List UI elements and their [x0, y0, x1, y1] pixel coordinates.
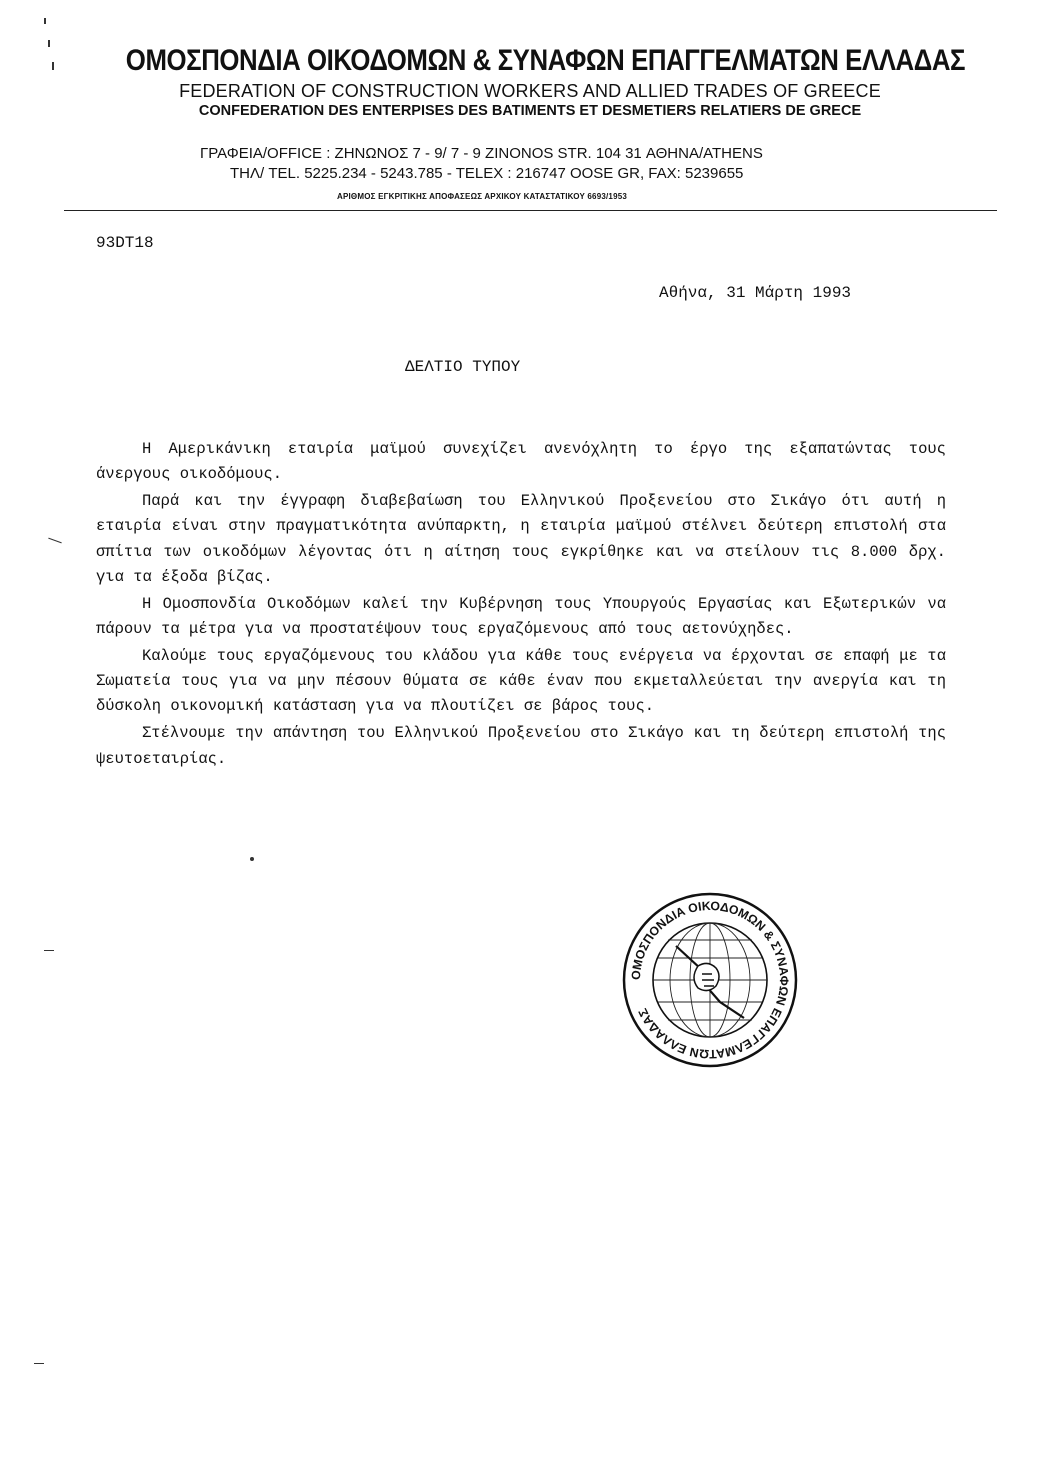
body-paragraph: Η Αμερικάνικη εταιρία μαϊμού συνεχίζει ανενόχλητη το έργο της εξαπατώντας τους άνεργους οικοδόμους.: [96, 440, 946, 484]
letterhead-divider: [64, 210, 997, 211]
seal-ring-text: ΟΜΟΣΠΟΝΔΙΑ ΟΙΚΟΔΟΜΩΝ & ΣΥΝΑΦΩΝ ΕΠΑΓΓΕΛΜΑΤΩΝ ΕΛΛΑΔΑΣ: [628, 898, 792, 1062]
organization-name-english: FEDERATION OF CONSTRUCTION WORKERS AND ALLIED TRADES OF GREECE: [179, 81, 881, 101]
letterhead: [60, 44, 1000, 119]
document-heading: ΔΕΛΤΙΟ ΤΥΠΟΥ: [405, 358, 521, 376]
body-paragraph: Η Ομοσπονδία Οικοδόμων καλεί την Κυβέρνηση τους Υπουργούς Εργασίας και Εξωτερικών να πάρουν τα μέτρα για να προστατέψουν τους εργαζόμενους από τους αετονύχηδες.: [96, 594, 946, 639]
document-reference: 93DT18: [96, 234, 154, 252]
body-paragraph: Στέλνουμε την απάντηση του Ελληνικού Προξενείου στο Σικάγο και τη δεύτερη επιστολή της ψευτοεταιρίας.: [96, 724, 946, 768]
office-contact-block: [200, 144, 763, 184]
ink-speck: [52, 62, 54, 70]
ink-speck: [44, 18, 46, 24]
document-date: Αθήνα, 31 Μάρτη 1993: [659, 284, 852, 302]
federation-seal-stamp: [620, 890, 800, 1070]
body-paragraph: Παρά και την έγγραφη διαβεβαίωση του Ελληνικού Προξενείου στο Σικάγο ότι αυτή η εταιρία είναι στην πραγματικότητα ανύπαρκτη, η εταιρία μαϊμού στέλνει δεύτερη επιστολή στα σπίτια των οικοδόμων λέγοντας ότι η αίτηση τους εγκρίθηκε και να στείλουν τις 8.000 δρχ. για τα έξοδα βίζας.: [96, 492, 946, 586]
organization-name-greek: ΟΜΟΣΠΟΝΔΙΑ ΟΙΚΟΔΟΜΩΝ & ΣΥΝΑΦΩΝ ΕΠΑΓΓΕΛΜΑΤΩΝ ΕΛΛΑΔΑΣ: [125, 44, 966, 77]
organization-name-french: CONFEDERATION DES ENTERPISES DES BATIMENTS ET DESMETIERS RELATIERS DE GRECE: [198, 103, 862, 119]
ink-speck: [44, 950, 54, 951]
registry-number: ΑΡΙΘΜΟΣ ΕΓΚΡΙΤΙΚΗΣ ΑΠΟΦΑΣΕΩΣ ΑΡΧΙΚΟΥ ΚΑΤΑΣΤΑΤΙΚΟΥ 6693/1953: [337, 192, 628, 201]
press-release-body: [96, 437, 946, 773]
ink-speck: [48, 538, 61, 544]
office-phone-fax: ΤΗΛ/ TEL. 5225.234 - 5243.785 - TELEX : 216747 OOSE GR, FAX: 5239655: [230, 165, 744, 182]
ink-speck: [48, 40, 50, 47]
office-address: ΓΡΑΦΕΙΑ/OFFICE : ΖΗΝΩΝΟΣ 7 - 9/ 7 - 9 ZINONOS STR. 104 31 ΑΘΗΝΑ/ATHENS: [200, 145, 763, 162]
ink-speck: [250, 857, 254, 861]
ink-speck: [34, 1363, 44, 1364]
body-paragraph: Καλούμε τους εργαζόμενους του κλάδου για κάθε τους ενέργεια να έρχονται σε επαφή με τα Σωματεία τους για να μην πέσουν θύματα σε κάθε έναν που εκμεταλλεύεται την ανεργία και τη δύσκολη οικονομική κατάσταση για να πλουτίζει σε βάρος τους.: [96, 646, 946, 716]
